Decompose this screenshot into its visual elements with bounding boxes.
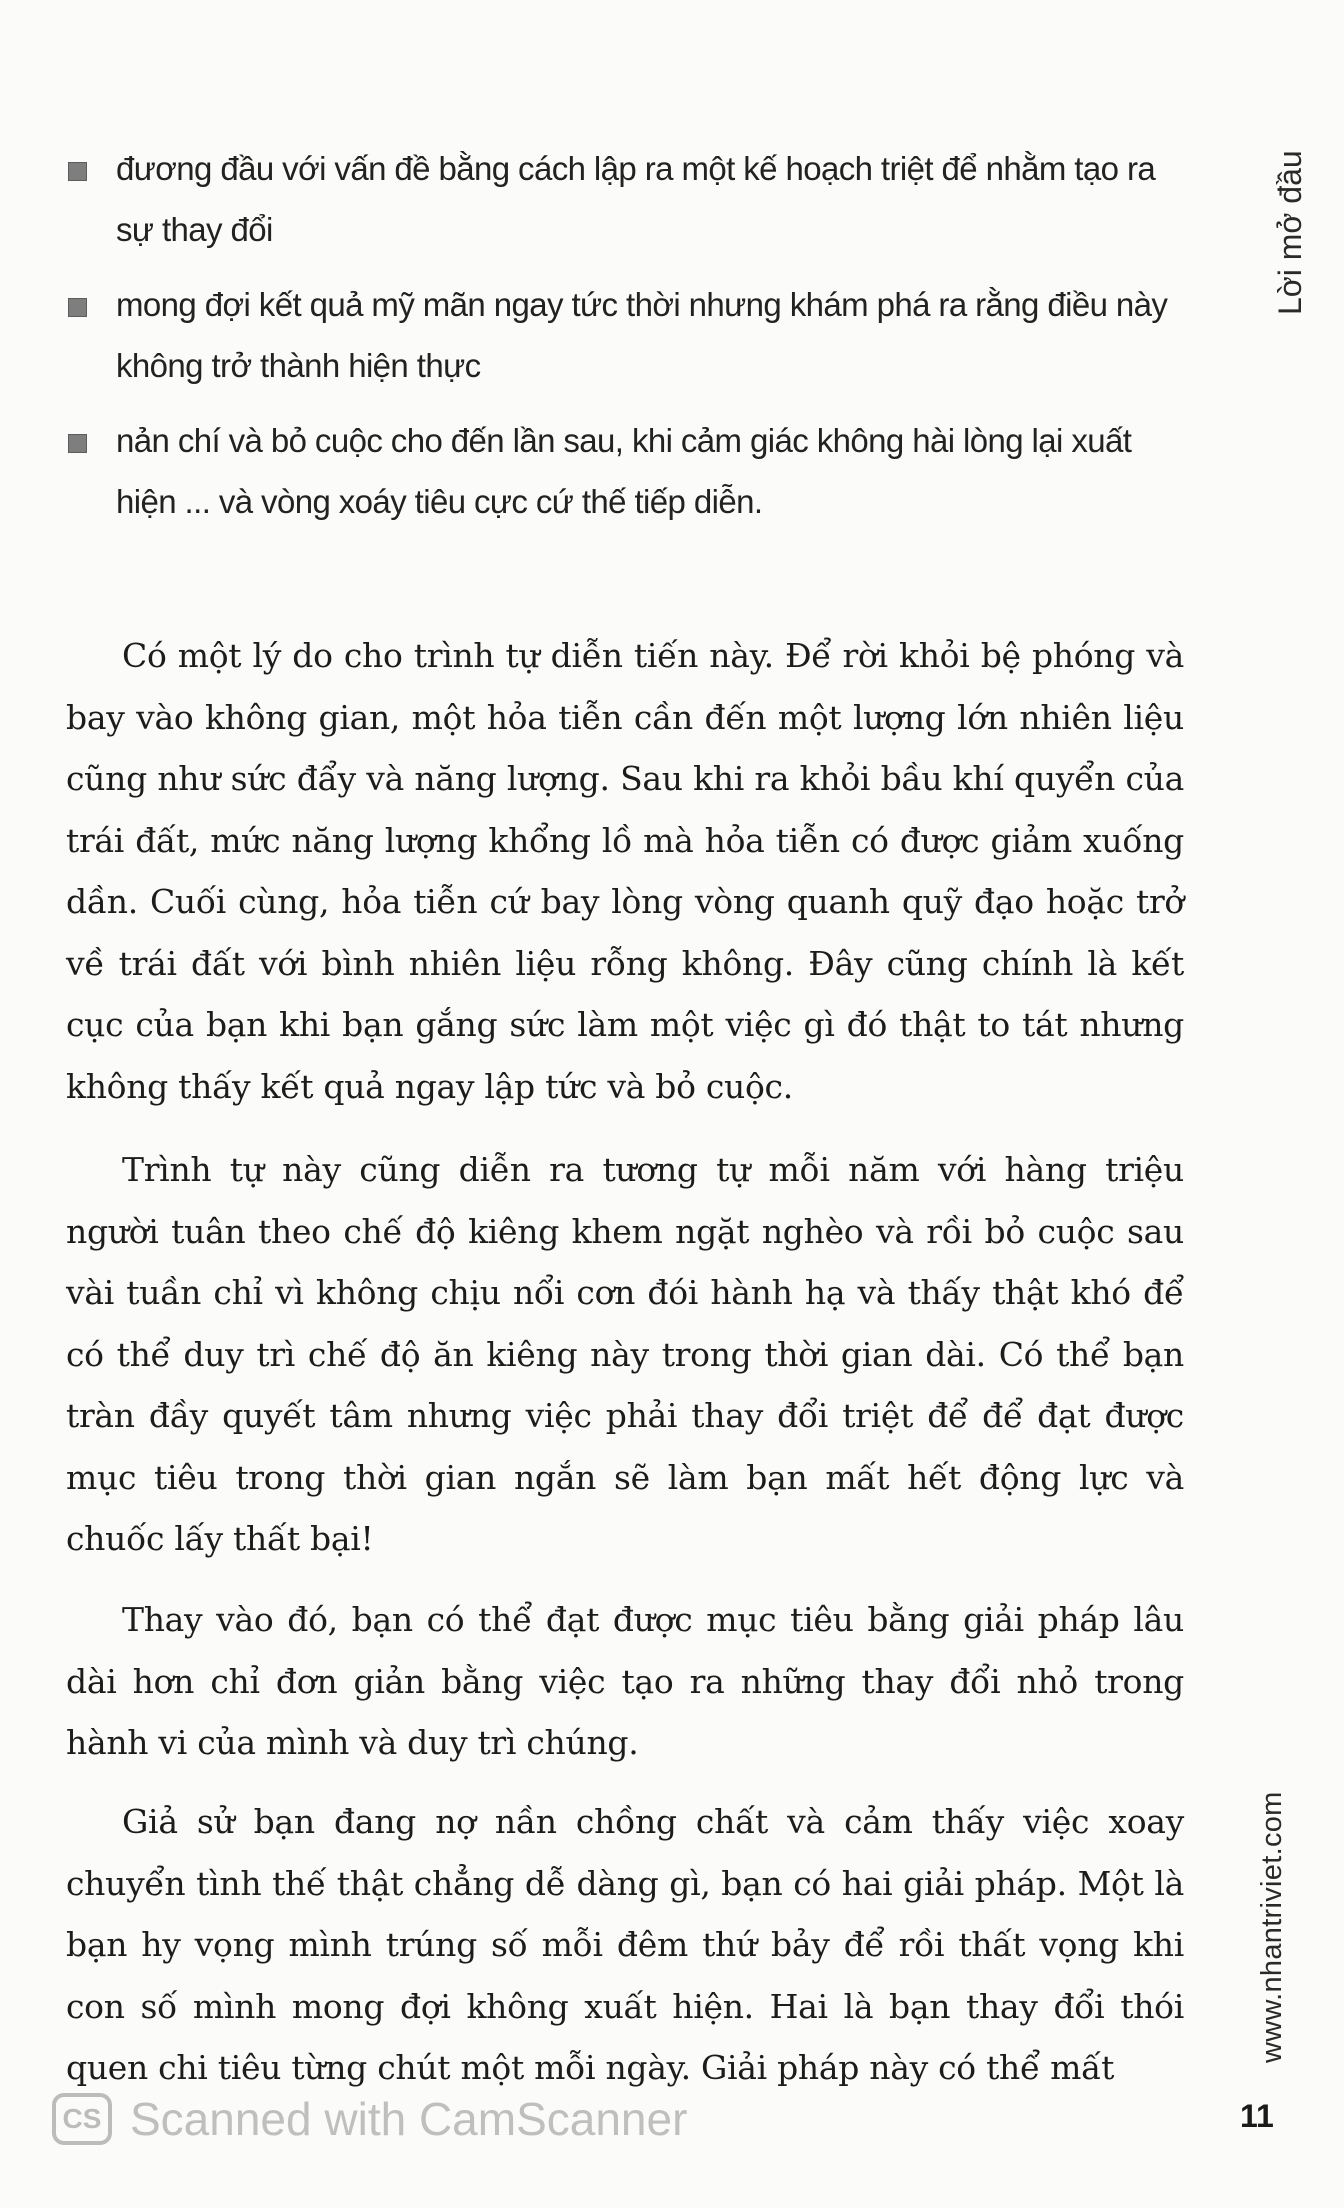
- bullet-text: nản chí và bỏ cuộc cho đến lần sau, khi cảm giác không hài lòng lại xuất hiện ... và vòng xoáy tiêu cực cứ thế tiếp diễn.: [116, 422, 1132, 520]
- paragraph-diet: Trình tự này cũng diễn ra tương tự mỗi năm với hàng triệu người tuân theo chế độ kiêng khem ngặt nghèo và rồi bỏ cuộc sau vài tuần chỉ vì không chịu nổi cơn đói hành hạ và thấy thật khó để có thể duy trì chế độ ăn kiêng này trong thời gian dài. Có thể bạn tràn đầy quyết tâm nhưng việc phải thay đổi triệt để để đạt được mục tiêu trong thời gian ngắn sẽ làm bạn mất hết động lực và chuốc lấy thất bại!: [66, 1150, 1184, 1558]
- watermark-text: Scanned with CamScanner: [130, 2093, 688, 2145]
- square-bullet-icon: [68, 434, 87, 453]
- square-bullet-icon: [68, 162, 87, 181]
- bullet-text: mong đợi kết quả mỹ mãn ngay tức thời nhưng khám phá ra rằng điều này không trở thành hiện thực: [116, 286, 1168, 384]
- paragraph-debt: Giả sử bạn đang nợ nần chồng chất và cảm thấy việc xoay chuyển tình thế thật chẳng dễ dàng gì, bạn có hai giải pháp. Một là bạn hy vọng mình trúng số mỗi đêm thứ bảy để rồi thất vọng khi con số mình mong đợi không xuất hiện. Hai là bạn thay đổi thói quen chi tiêu từng chút một mỗi ngày. Giải pháp này có thể mất: [66, 1802, 1184, 2087]
- bullet-item: [66, 138, 1186, 260]
- square-bullet-icon: [68, 298, 87, 317]
- scanner-watermark: [52, 2092, 687, 2146]
- paragraph-rocket: Có một lý do cho trình tự diễn tiến này. Để rời khỏi bệ phóng và bay vào không gian, một hỏa tiễn cần đến một lượng lớn nhiên liệu cũng như sức đẩy và năng lượng. Sau khi ra khỏi bầu khí quyển của trái đất, mức năng lượng khổng lồ mà hỏa tiễn có được giảm xuống dần. Cuối cùng, hỏa tiễn cứ bay lòng vòng quanh quỹ đạo hoặc trở về trái đất với bình nhiên liệu rỗng không. Đây cũng chính là kết cục của bạn khi bạn gắng sức làm một việc gì đó thật to tát nhưng không thấy kết quả ngay lập tức và bỏ cuộc.: [66, 636, 1184, 1106]
- camscanner-logo-icon: CS: [52, 2093, 112, 2145]
- bullet-text: đương đầu với vấn đề bằng cách lập ra một kế hoạch triệt để nhằm tạo ra sự thay đổi: [116, 150, 1156, 248]
- bullet-item: [66, 410, 1186, 532]
- bullet-list: [66, 138, 1186, 546]
- chapter-header: Lời mở đầu: [1272, 150, 1308, 315]
- website-footer: www.nhantriviet.com: [1256, 1791, 1288, 2063]
- page-number: 11: [1240, 2098, 1274, 2134]
- bullet-item: [66, 274, 1186, 396]
- paragraph-small-changes: Thay vào đó, bạn có thể đạt được mục tiêu bằng giải pháp lâu dài hơn chỉ đơn giản bằng việc tạo ra những thay đổi nhỏ trong hành vi của mình và duy trì chúng.: [66, 1600, 1184, 1762]
